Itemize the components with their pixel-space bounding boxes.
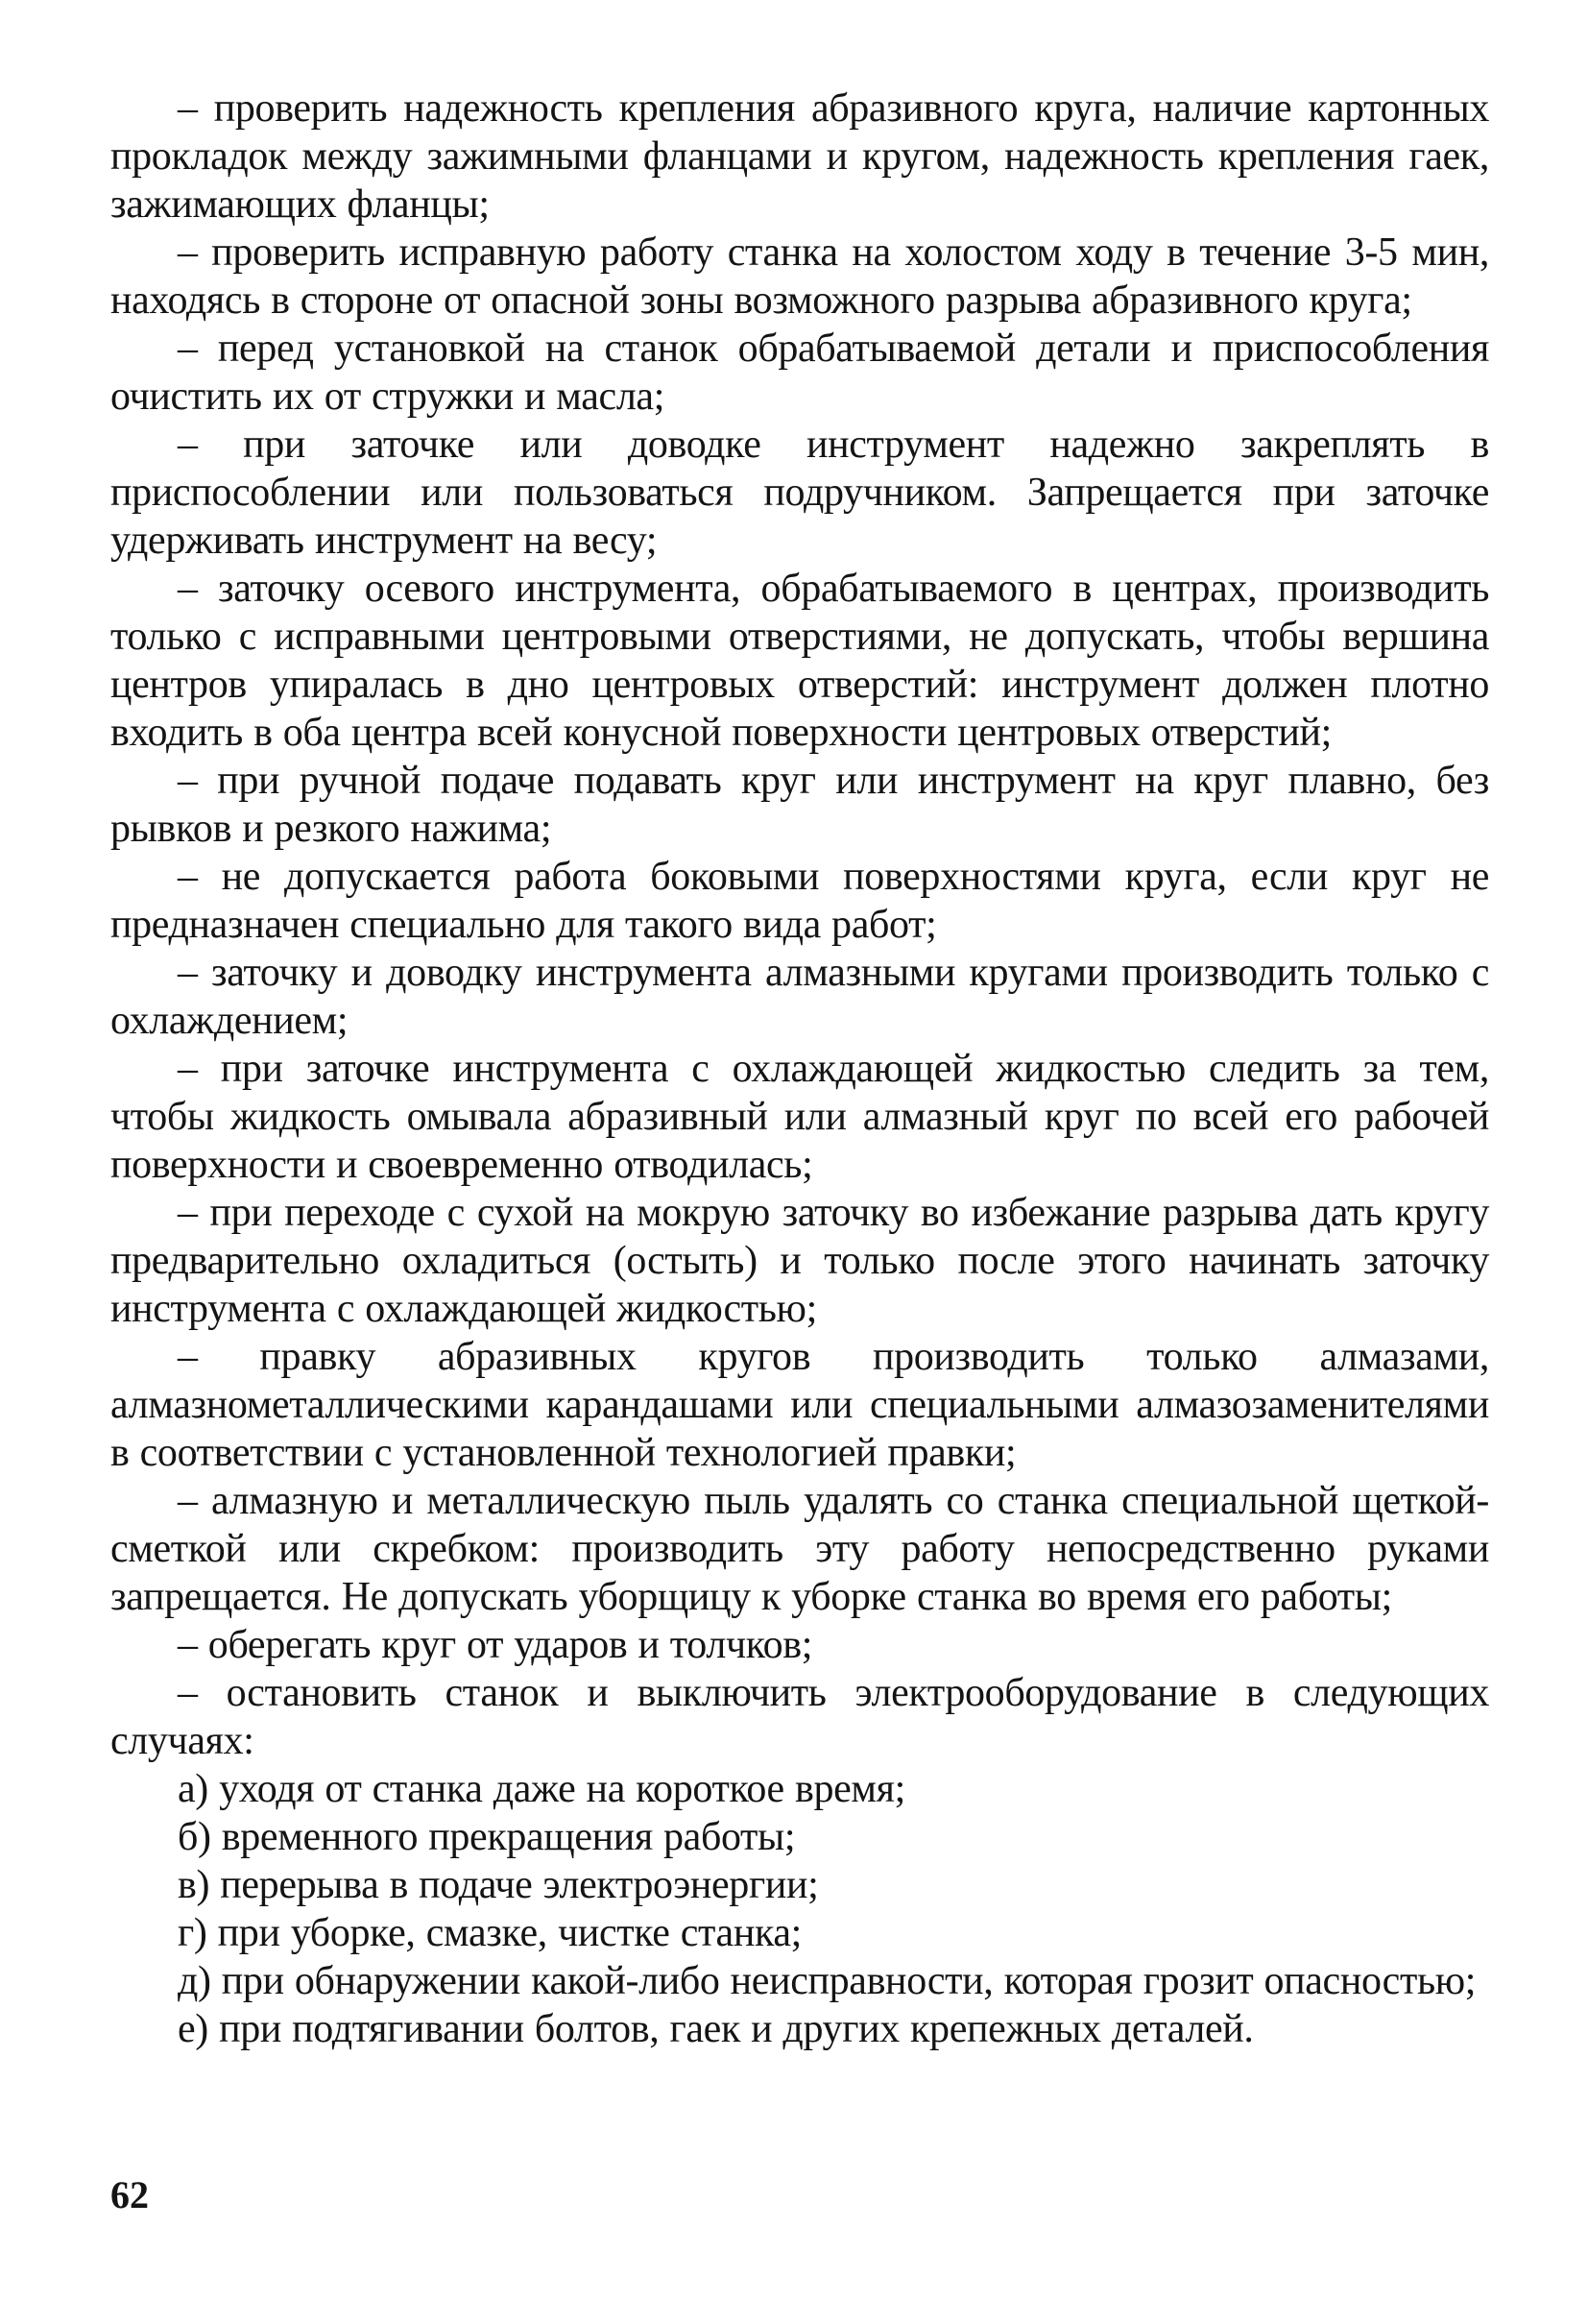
paragraph: – заточку и доводку инструмента алмазными кругами производить только с охлаждением; (110, 951, 1489, 1043)
paragraph: – перед установкой на станок обрабатываемой детали и приспособления очистить их от стружки и масла; (110, 327, 1489, 419)
paragraph: – алмазную и металлическую пыль удалять со станка специальной щеткой-сметкой или скребком: производить эту работу непосредственно руками запрещается. Не допускать уборщицу к уборке станка во время его работы; (110, 1479, 1489, 1619)
paragraph: – проверить исправную работу станка на холостом ходу в течение 3-5 мин, находясь в стороне от опасной зоны возможного разрыва абразивного круга; (110, 230, 1489, 323)
paragraph: – проверить надежность крепления абразивного круга, наличие картонных прокладок между зажимными фланцами и кругом, надежность крепления гаек, зажимающих фланцы; (110, 86, 1489, 227)
list-item: а) уходя от станка даже на короткое время; (178, 1767, 905, 1811)
list-item: е) при подтягивании болтов, гаек и других крепежных деталей. (178, 2007, 1254, 2051)
paragraph: – при ручной подаче подавать круг или инструмент на круг плавно, без рывков и резкого нажима; (110, 759, 1489, 851)
paragraph: – остановить станок и выключить электрооборудование в следующих случаях: (110, 1671, 1489, 1763)
list-item: в) перерыва в подаче электроэнергии; (178, 1863, 819, 1907)
list-item: г) при уборке, смазке, чистке станка; (178, 1911, 803, 1955)
paragraph: – при заточке или доводке инструмент надежно закреплять в приспособлении или пользоваться подручником. Запрещается при заточке удерживать инструмент на весу; (110, 423, 1489, 563)
paragraph: – оберегать круг от ударов и толчков; (178, 1623, 813, 1667)
page-number: 62 (110, 2173, 149, 2216)
paragraph: – при переходе с сухой на мокрую заточку во избежание разрыва дать кругу предварительно охладиться (остыть) и только после этого начинать заточку инструмента с охлаждающей жидкостью; (110, 1191, 1489, 1331)
list-item: д) при обнаружении какой-либо неисправности, которая грозит опасностью; (178, 1959, 1477, 2003)
paragraph: – правку абразивных кругов производить только алмазами, алмазнометаллическими карандашами или специальными алмазозаменителями в соответствии с установленной технологией правки; (110, 1335, 1489, 1475)
paragraph: – при заточке инструмента с охлаждающей жидкостью следить за тем, чтобы жидкость омывала абразивный или алмазный круг по всей его рабочей поверхности и своевременно отводилась; (110, 1047, 1489, 1187)
list-item: б) временного прекращения работы; (178, 1815, 796, 1859)
paragraph: – не допускается работа боковыми поверхностями круга, если круг не предназначен специально для такого вида работ; (110, 855, 1489, 947)
paragraph: – заточку осевого инструмента, обрабатываемого в центрах, производить только с исправными центровыми отверстиями, не допускать, чтобы вершина центров упиралась в дно центровых отверстий: инструмент должен плотно входить в оба центра всей конусной поверхности центровых отверстий; (110, 567, 1489, 755)
body-text (110, 85, 1489, 2053)
